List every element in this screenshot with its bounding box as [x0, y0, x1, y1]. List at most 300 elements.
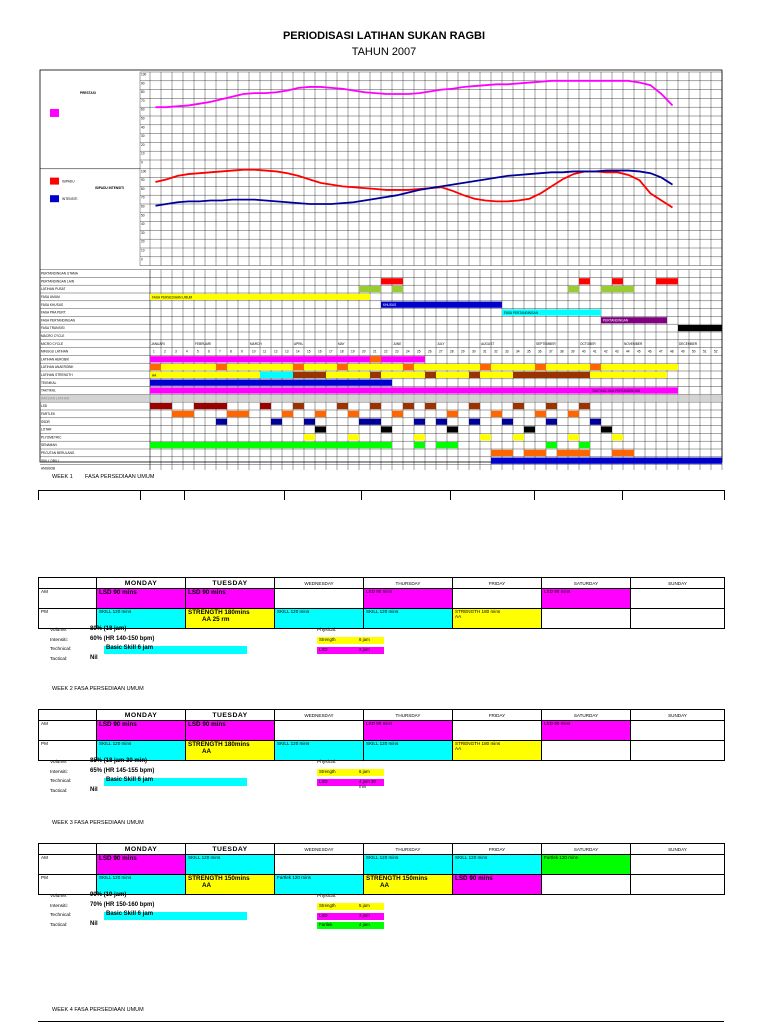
lotar-block — [315, 426, 326, 432]
week-number: 24 — [406, 349, 410, 354]
scale-tick: 20 — [141, 239, 145, 244]
scale-tick: 50 — [141, 116, 145, 121]
session-cell — [275, 721, 364, 741]
ssdr-block — [304, 419, 315, 425]
session-cell: LSD 90 mins — [97, 855, 186, 875]
week4-label: WEEK 4 FASA PERSEDIAAN UMUM — [52, 1007, 144, 1013]
week-number: 8 — [230, 349, 232, 354]
month-label: JULY — [437, 341, 445, 346]
week-number: 19 — [351, 349, 355, 354]
grid-tick — [534, 490, 535, 500]
week-number: 35 — [527, 349, 531, 354]
summary-key: Tactical: — [50, 788, 68, 794]
day-header: SUNDAY — [631, 578, 725, 589]
grid-tick — [450, 490, 451, 500]
ssdr-block — [414, 419, 425, 425]
day-header: SATURDAY — [542, 844, 631, 855]
summary-key: Tactical: — [50, 922, 68, 928]
physical-chip: Strength 6 jam — [317, 769, 384, 776]
plyo-block — [480, 434, 491, 440]
teknikal-bar — [150, 380, 392, 386]
day-header-row — [39, 710, 725, 721]
row-label: PERTANDINGAN LAIN — [41, 279, 75, 284]
week-number: 18 — [340, 349, 344, 354]
fartlek-block — [348, 411, 359, 417]
legend-label: ISIPADU — [62, 179, 75, 184]
session-cell: LSD 90 mins — [364, 721, 453, 741]
session-cell: LSD 90 mins — [97, 589, 186, 609]
row-label: FASA PRA PERT. — [41, 310, 67, 315]
anaerobic-accent — [216, 364, 227, 370]
lsd-block — [260, 403, 271, 409]
row-label: TEKNIKAL — [41, 380, 57, 385]
centre-training-bar — [568, 286, 579, 292]
row-label: FASA TRANSISI — [41, 326, 65, 331]
session-cell: STRENGTH 150mins AA — [364, 875, 453, 895]
week-number: 40 — [582, 349, 586, 354]
physical-label: Physical: — [317, 628, 337, 633]
centre-training-bar — [392, 286, 403, 292]
week-number: 41 — [593, 349, 597, 354]
empty-week-grid — [38, 490, 724, 510]
day-header: FRIDAY — [453, 844, 542, 855]
session-cell — [631, 741, 725, 761]
legend-label: INTENSITI — [62, 197, 78, 202]
day-header: MONDAY — [97, 844, 186, 855]
physical-chip: Fartlek 4 jam — [317, 922, 384, 929]
session-cell: SKILL 120 mins — [275, 609, 364, 629]
strength-tag-label: AA — [152, 373, 157, 378]
week-number: 9 — [241, 349, 243, 354]
week-schedule-table — [38, 843, 725, 895]
session-cell: STRENGTH 180mins AA — [186, 741, 275, 761]
week-number: 31 — [483, 349, 487, 354]
session-label: PM — [39, 609, 97, 629]
day-header: THURSDAY — [364, 844, 453, 855]
week-number: 20 — [362, 349, 366, 354]
day-header: TUESDAY — [186, 844, 275, 855]
ssdr-block — [590, 419, 601, 425]
week-number: 1 — [153, 349, 155, 354]
session-cell — [542, 875, 631, 895]
day-header: SATURDAY — [542, 578, 631, 589]
row-label: PLYOMETRIC — [41, 435, 62, 440]
week-number: 30 — [472, 349, 476, 354]
week-summary — [50, 759, 310, 799]
week-number: 52 — [714, 349, 718, 354]
fartlek-block — [315, 411, 326, 417]
scale-tick: 60 — [141, 204, 145, 209]
day-header: WEDNESDAY — [275, 710, 364, 721]
day-header: FRIDAY — [453, 578, 542, 589]
session-cell: Fartlek 120 mins — [275, 875, 364, 895]
session-label: AM — [39, 855, 97, 875]
row-label: FASA UMUM — [41, 295, 60, 299]
prestasi-label: PRESTASI — [80, 91, 96, 95]
strength-brown — [293, 372, 326, 378]
row-label: ANSIBOB — [41, 466, 56, 470]
week-label: WEEK 3 FASA PERSEDIAAN UMUM — [52, 820, 144, 826]
week-number: 32 — [494, 349, 498, 354]
pecutan-block — [557, 450, 590, 456]
fartlek-block — [172, 411, 194, 417]
lotar-block — [381, 426, 392, 432]
fartlek-block — [392, 411, 403, 417]
session-cell: STRENGTH 180mins AA 25 rm — [186, 609, 275, 629]
scale-tick: 50 — [141, 213, 145, 218]
row-label: TAKTIKAL — [41, 388, 56, 393]
day-header: FRIDAY — [453, 710, 542, 721]
lotar-block — [524, 426, 535, 432]
session-label: PM — [39, 741, 97, 761]
fasa-khusus-bar-label: KHUSUS — [383, 303, 397, 308]
day-header: MONDAY — [97, 578, 186, 589]
session-cell — [631, 855, 725, 875]
summary-key: Volume: — [50, 628, 68, 633]
session-cell — [542, 609, 631, 629]
lsd-block — [513, 403, 524, 409]
week-number: 47 — [659, 349, 663, 354]
fasa-transisi-bar-label: TRANSISI — [680, 326, 695, 331]
scale-tick: 40 — [141, 125, 145, 130]
scale-tick: 0 — [141, 160, 143, 165]
row-label: SKILL DRILL — [41, 458, 60, 463]
row-label: LATIHAN STRENGTH — [41, 373, 73, 377]
session-cell: STRENGTH 180 mins AA — [453, 609, 542, 629]
session-cell: STRENGTH 180 mins AA — [453, 741, 542, 761]
senaman-block — [546, 442, 557, 448]
session-cell — [275, 855, 364, 875]
legend-label: ISIPADU INTENSITI — [95, 186, 124, 191]
week-number: 5 — [197, 349, 199, 354]
page-title: PERIODISASI LATIHAN SUKAN RAGBI — [282, 30, 486, 42]
aerobic-accent — [370, 356, 381, 362]
summary-key: Tactical: — [50, 656, 68, 662]
ssdr-block — [216, 419, 227, 425]
session-cell — [275, 589, 364, 609]
intensiti-swatch — [50, 195, 59, 202]
month-label: JANUARI — [151, 341, 165, 346]
anaerobic-accent — [150, 364, 161, 370]
summary-value: Nil — [90, 786, 98, 793]
summary-value: 70% (HR 150-160 bpm) — [90, 901, 155, 908]
row-label: LSD — [41, 404, 48, 409]
summary-key: Technical: — [50, 647, 72, 652]
row-label: SSDR — [41, 419, 50, 424]
week-number: 51 — [703, 349, 707, 354]
lsd-block — [337, 403, 348, 409]
strength-brown — [469, 372, 480, 378]
scale-tick: 80 — [141, 186, 145, 191]
grid-tick — [140, 490, 141, 500]
week-number: 37 — [549, 349, 553, 354]
taktikal-note-label: TAKTIKAL DAN PERTANDINGAN — [592, 388, 641, 393]
summary-value: Nil — [90, 654, 98, 661]
row-label: LOTAR — [41, 427, 52, 432]
lotar-block — [447, 426, 458, 432]
session-label: AM — [39, 721, 97, 741]
week-number: 26 — [428, 349, 432, 354]
senaman-block — [150, 442, 392, 448]
competition-bar — [579, 278, 590, 284]
session-cell: Fartlek 120 mins — [542, 855, 631, 875]
physical-chip: LSD 3 jam — [317, 913, 384, 920]
week-number: 25 — [417, 349, 421, 354]
plyo-block — [612, 434, 623, 440]
session-cell: LSD 90 mins — [542, 589, 631, 609]
scale-tick: 100 — [141, 72, 147, 77]
lsd-block — [293, 403, 304, 409]
fasa-pra-bar-label: FASA PERTANDINGAN — [504, 310, 538, 315]
summary-key: Technical: — [50, 779, 72, 784]
week-number: 7 — [219, 349, 221, 354]
summary-value: 90% (19 jam) — [90, 892, 127, 898]
summary-value: 65% (HR 145-155 bpm) — [90, 767, 155, 774]
physical-chip: Strength 6 jam — [317, 637, 384, 644]
week-summary — [50, 627, 310, 667]
summary-value: Basic Skill 6 jam — [106, 911, 154, 917]
strength-brown2 — [513, 372, 590, 378]
lsd-block — [425, 403, 436, 409]
anaerobic-accent — [337, 364, 348, 370]
plyo-block — [348, 434, 359, 440]
physical-chip: LSD 4 jam 30 min — [317, 779, 384, 786]
month-label: APRIL — [294, 341, 304, 346]
scale-tick: 90 — [141, 81, 145, 86]
week-number: 48 — [670, 349, 674, 354]
week-number: 16 — [318, 349, 322, 354]
summary-value: Nil — [90, 920, 98, 927]
separator-band — [40, 394, 722, 402]
session-cell: SKILL 120 mins — [453, 855, 542, 875]
grid-tick — [184, 490, 185, 500]
ssdr-block — [546, 419, 557, 425]
week-number: 44 — [626, 349, 630, 354]
month-label: FEBRUARI — [195, 341, 212, 346]
am-row — [39, 589, 725, 609]
summary-key: Intensiti: — [50, 769, 68, 775]
scale-tick: 40 — [141, 222, 145, 227]
week-number: 10 — [252, 349, 256, 354]
week-number: 23 — [395, 349, 399, 354]
week1-top-label: WEEK 1 FASA PERSEDIAAN UMUM — [52, 474, 155, 480]
week-number: 22 — [384, 349, 388, 354]
row-label: MICRO CYCLE — [41, 341, 64, 346]
week-number: 12 — [274, 349, 278, 354]
lsd-block — [469, 403, 480, 409]
week-number: 2 — [164, 349, 166, 354]
day-header-row — [39, 844, 725, 855]
ssdr-block — [271, 419, 282, 425]
lsd-block — [403, 403, 414, 409]
row-label: MINGGU LATIHAN — [41, 349, 69, 354]
isipadu-swatch — [50, 178, 59, 185]
summary-value: Basic Skill 6 jam — [106, 777, 154, 783]
week-number: 3 — [175, 349, 177, 354]
row-label: LATIHAN ANAEROBIK — [41, 365, 74, 370]
plyo-block — [414, 434, 425, 440]
centre-training-bar — [359, 286, 381, 292]
summary-key: Volume: — [50, 760, 68, 765]
session-cell: SKILL 120 mins — [97, 875, 186, 895]
session-cell — [453, 589, 542, 609]
day-header: SUNDAY — [631, 844, 725, 855]
week-number: 17 — [329, 349, 333, 354]
strength-brown — [370, 372, 381, 378]
fartlek-block — [282, 411, 293, 417]
session-cell: STRENGTH 150mins AA — [186, 875, 275, 895]
scale-tick: 30 — [141, 134, 145, 139]
plyo-block — [513, 434, 524, 440]
ssdr-block — [359, 419, 381, 425]
row-label: MACRO CYCLE — [41, 334, 65, 338]
fasa-umum-bar-label: FASA PERSEDIAAN UMUM — [152, 295, 193, 300]
pm-row — [39, 609, 725, 629]
grid-tick — [38, 490, 39, 500]
fartlek-block — [227, 411, 249, 417]
fasa-umum-bar — [359, 294, 370, 300]
week-label: WEEK 2 FASA PERSEDIAAN UMUM — [52, 686, 144, 692]
week-number: 46 — [648, 349, 652, 354]
scale-tick: 0 — [141, 257, 143, 262]
session-cell — [631, 875, 725, 895]
week-number: 4 — [186, 349, 188, 354]
day-header: TUESDAY — [186, 578, 275, 589]
week-number: 42 — [604, 349, 608, 354]
month-label: JUNE — [393, 341, 402, 346]
fasa-pert-bar-label: PERTANDINGAN — [603, 318, 629, 323]
lsd-block — [150, 403, 172, 409]
month-label: NOVEMBER — [624, 341, 643, 346]
session-cell: LSD 90 mins — [186, 589, 275, 609]
week-number: 21 — [373, 349, 377, 354]
scale-tick: 70 — [141, 195, 145, 200]
week-number: 6 — [208, 349, 210, 354]
ssdr-block — [502, 419, 513, 425]
session-cell: SKILL 120 mins — [275, 741, 364, 761]
session-cell — [542, 741, 631, 761]
skill-drill-bar — [491, 458, 722, 464]
row-label: LATIHAN PUSAT — [41, 287, 66, 292]
week-number: 11 — [263, 349, 267, 354]
day-header: TUESDAY — [186, 710, 275, 721]
session-cell: LSD 90 mins — [542, 721, 631, 741]
session-cell: SKILL 120 mins — [97, 609, 186, 629]
day-header: THURSDAY — [364, 578, 453, 589]
pecutan-block — [491, 450, 513, 456]
scale-tick: 20 — [141, 142, 145, 147]
summary-key: Intensiti: — [50, 637, 68, 643]
day-header: THURSDAY — [364, 710, 453, 721]
summary-key: Intensiti: — [50, 903, 68, 909]
row-label: SENAMAN — [41, 443, 57, 448]
grid-tick — [284, 490, 285, 500]
summary-value: Basic Skill 6 jam — [106, 645, 154, 651]
am-row — [39, 721, 725, 741]
week-number: 28 — [450, 349, 454, 354]
scale-tick: 10 — [141, 151, 145, 156]
periodization-chart — [0, 0, 768, 470]
session-cell — [453, 721, 542, 741]
physical-chip: LSD 3 jam — [317, 647, 384, 654]
summary-value: 80% (18 jam) — [90, 626, 127, 632]
grid-tick — [724, 490, 725, 500]
row-label: LATIHAN AEROBIK — [41, 357, 70, 362]
scale-tick: 80 — [141, 90, 145, 95]
day-header: SUNDAY — [631, 710, 725, 721]
divider — [38, 1021, 724, 1022]
day-header: MONDAY — [97, 710, 186, 721]
month-label: OCTOBER — [580, 341, 596, 346]
month-label: DECEMBER — [679, 341, 698, 346]
row-label: FARTLEK — [41, 412, 56, 416]
senaman-block — [436, 442, 458, 448]
month-label: AUGUST — [481, 341, 495, 346]
row-label: FASA KHUSUS — [41, 302, 64, 307]
physical-label: Physical: — [317, 760, 337, 765]
session-label: AM — [39, 589, 97, 609]
day-header: WEDNESDAY — [275, 844, 364, 855]
summary-key: Volume: — [50, 894, 68, 899]
month-label: MARCH — [250, 341, 262, 346]
day-header-row — [39, 578, 725, 589]
fartlek-block — [568, 411, 579, 417]
week-schedule-table — [38, 577, 725, 629]
session-cell: LSD 90 mins — [453, 875, 542, 895]
summary-value: 85% (18 jam 30 min) — [90, 758, 148, 764]
lotar-block — [601, 426, 612, 432]
scale-tick: 70 — [141, 98, 145, 103]
physical-chip: Strength 5 jam — [317, 903, 384, 910]
week-number: 15 — [307, 349, 311, 354]
senaman-block — [579, 442, 590, 448]
scale-tick: 100 — [141, 169, 147, 174]
session-cell: LSD 90 mins — [186, 721, 275, 741]
week-number: 29 — [461, 349, 465, 354]
fartlek-block — [491, 411, 502, 417]
fartlek-block — [535, 411, 546, 417]
week-number: 36 — [538, 349, 542, 354]
fartlek-block — [447, 411, 458, 417]
session-label: PM — [39, 875, 97, 895]
summary-value: 60% (HR 140-150 bpm) — [90, 635, 155, 642]
strength-brown — [425, 372, 436, 378]
week-number: 27 — [439, 349, 443, 354]
lsd-block — [194, 403, 227, 409]
pecutan-block — [524, 450, 546, 456]
ssdr-block — [469, 419, 480, 425]
session-cell: SKILL 120 mins — [364, 609, 453, 629]
competition-bar — [612, 278, 623, 284]
month-label: SEPTEMBER — [536, 341, 556, 346]
lsd-block — [370, 403, 381, 409]
week-number: 43 — [615, 349, 619, 354]
pm-row — [39, 875, 725, 895]
session-cell: SKILL 120 mins — [186, 855, 275, 875]
lsd-block — [579, 403, 590, 409]
physical-label: Physical: — [317, 894, 337, 899]
competition-bar — [381, 278, 403, 284]
week-schedule-table — [38, 709, 725, 761]
scale-tick: 60 — [141, 107, 145, 112]
week-number: 45 — [637, 349, 641, 354]
scale-tick: 90 — [141, 178, 145, 183]
week-number: 50 — [692, 349, 696, 354]
anaerobic-accent — [480, 364, 491, 370]
day-header: WEDNESDAY — [275, 578, 364, 589]
row-label: PERTANDINGAN UTAMA — [41, 271, 78, 276]
plyo-block — [568, 434, 579, 440]
